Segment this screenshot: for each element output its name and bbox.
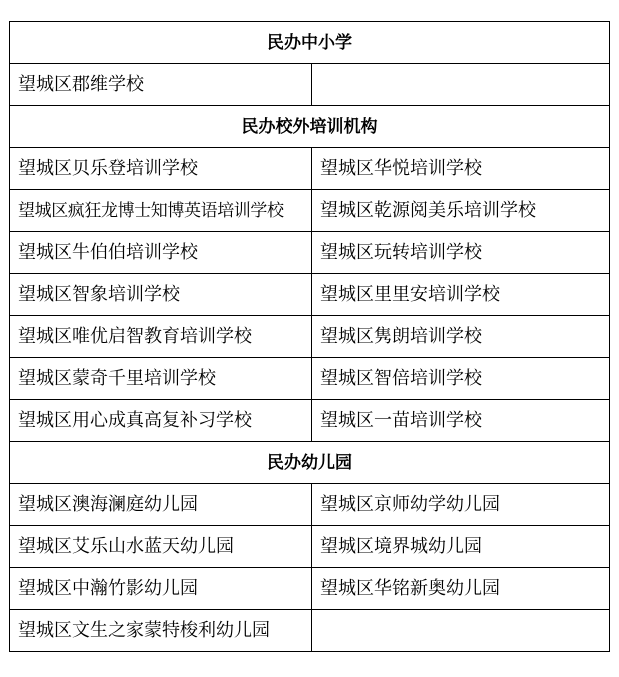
table-row (10, 64, 610, 106)
section-header-row (10, 22, 610, 64)
school-name (312, 610, 610, 652)
school-name: 望城区用心成真高复补习学校 (10, 400, 312, 442)
table-row (10, 358, 610, 400)
table-row (10, 484, 610, 526)
school-name: 望城区澳海澜庭幼儿园 (10, 484, 312, 526)
school-name: 望城区牛伯伯培训学校 (10, 232, 312, 274)
table-row (10, 190, 610, 232)
table-row (10, 316, 610, 358)
table-row (10, 274, 610, 316)
table-row (10, 526, 610, 568)
school-name: 望城区唯优启智教育培训学校 (10, 316, 312, 358)
school-name: 望城区疯狂龙博士知博英语培训学校 (10, 190, 312, 232)
school-name: 望城区中瀚竹影幼儿园 (10, 568, 312, 610)
school-name: 望城区玩转培训学校 (312, 232, 610, 274)
table-row (10, 568, 610, 610)
school-name: 望城区蒙奇千里培训学校 (10, 358, 312, 400)
school-name: 望城区一苗培训学校 (312, 400, 610, 442)
school-name: 望城区京师幼学幼儿园 (312, 484, 610, 526)
section-header-row (10, 106, 610, 148)
section-title: 民办校外培训机构 (10, 106, 610, 148)
school-name: 望城区隽朗培训学校 (312, 316, 610, 358)
school-name: 望城区文生之家蒙特梭利幼儿园 (10, 610, 312, 652)
section-header-row (10, 442, 610, 484)
school-list-table (9, 21, 610, 652)
section-title: 民办中小学 (10, 22, 610, 64)
section-title: 民办幼儿园 (10, 442, 610, 484)
school-name: 望城区艾乐山水蓝天幼儿园 (10, 526, 312, 568)
table-row (10, 400, 610, 442)
school-name: 望城区华铭新奥幼儿园 (312, 568, 610, 610)
school-name: 望城区智倍培训学校 (312, 358, 610, 400)
table-row (10, 232, 610, 274)
school-name: 望城区里里安培训学校 (312, 274, 610, 316)
school-name: 望城区郡维学校 (10, 64, 312, 106)
table-row (10, 610, 610, 652)
school-name: 望城区贝乐登培训学校 (10, 148, 312, 190)
school-name: 望城区乾源阅美乐培训学校 (312, 190, 610, 232)
school-name: 望城区华悦培训学校 (312, 148, 610, 190)
school-name: 望城区智象培训学校 (10, 274, 312, 316)
table-row (10, 148, 610, 190)
school-name: 望城区境界城幼儿园 (312, 526, 610, 568)
school-name (312, 64, 610, 106)
